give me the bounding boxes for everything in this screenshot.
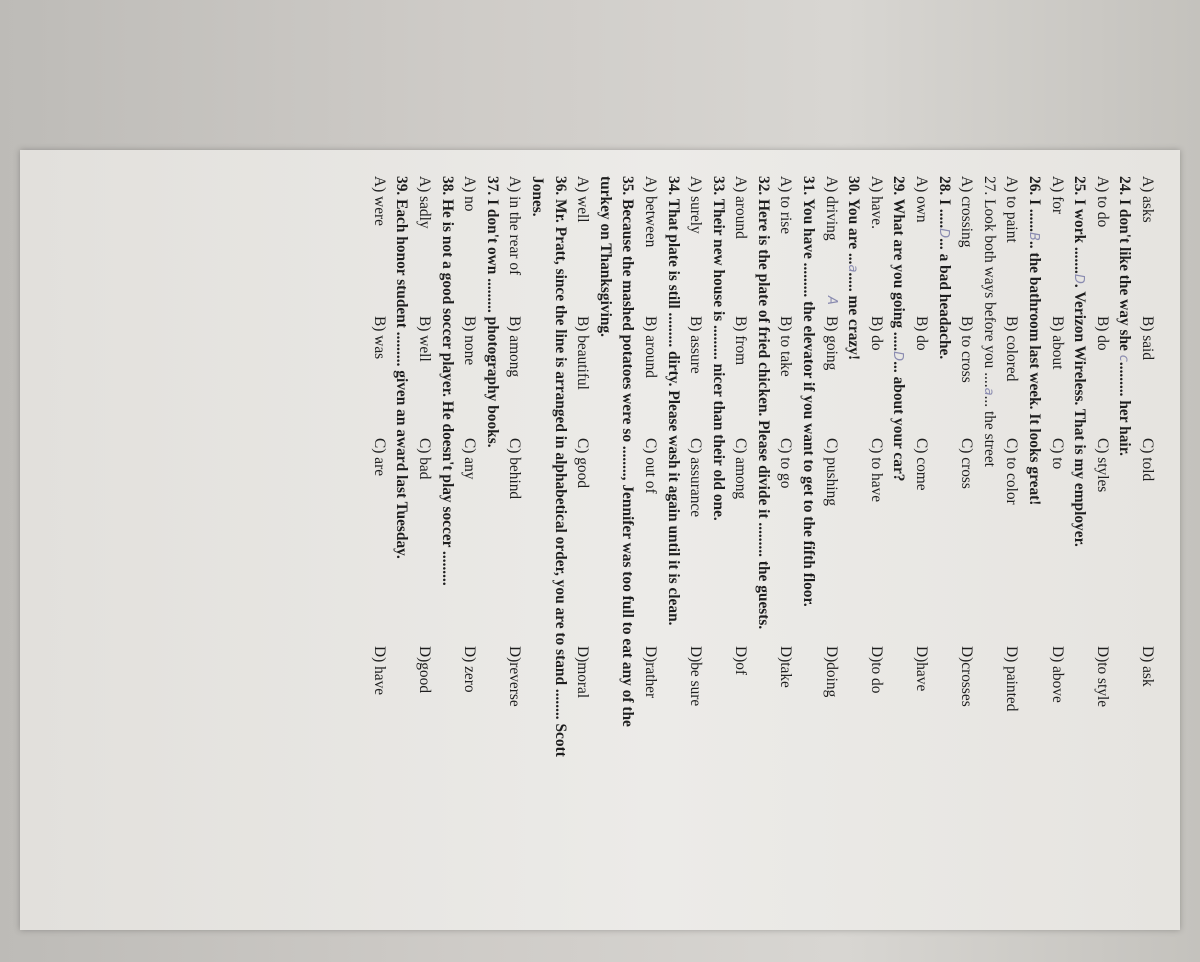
answer-options-row xyxy=(1000,176,1023,916)
answer-option: D)have xyxy=(913,646,931,692)
worksheet-page xyxy=(20,150,1180,930)
answer-option: C) assurance xyxy=(687,438,705,518)
answer-option: C) to xyxy=(1048,438,1066,470)
answer-option: A) own xyxy=(913,176,931,223)
question-line xyxy=(435,176,458,916)
question-text: turkey on Thanksgiving. xyxy=(596,176,614,337)
answer-options-row xyxy=(458,176,481,916)
question-text: 24. I don't like the way she xyxy=(1116,176,1134,355)
question-text-continued: ... about your car? xyxy=(890,361,908,482)
answer-option: B) assure xyxy=(687,316,705,374)
question-line xyxy=(1068,176,1091,916)
answer-option: A) no xyxy=(461,176,479,212)
answer-option: C) among xyxy=(732,438,750,500)
answer-option: D)be sure xyxy=(687,646,705,707)
answer-option: D)to style xyxy=(1093,646,1111,708)
answer-option: D)reverse xyxy=(506,646,524,707)
question-text-continued: ... a bad headache. xyxy=(935,238,953,360)
answer-option: B) colored xyxy=(1003,316,1021,382)
answer-option: B) to take xyxy=(777,316,795,377)
answer-option: B) was xyxy=(370,316,388,360)
answer-option: D) above xyxy=(1048,646,1066,703)
answer-option: B) do xyxy=(1093,316,1111,351)
question-line xyxy=(616,176,639,916)
question-text-continued: . Verizon Wireless. That is my employer. xyxy=(1071,283,1089,547)
answer-option: A) have. xyxy=(867,176,885,229)
answer-option: A) to rise xyxy=(777,176,795,235)
question-text: 36. Mr. Pratt, since the line is arranged in alphabetical order, you are to stand ........ Scott xyxy=(551,176,569,757)
question-line xyxy=(842,176,865,916)
question-text-continued: ... the street xyxy=(980,395,998,467)
question-text: 30. You are ... xyxy=(845,176,863,265)
question-text-continued: ..... me crazy! xyxy=(845,272,863,361)
answer-options-row xyxy=(503,176,526,916)
question-text: 32. Here is the plate of fried chicken. Please divide it ......... the guests. xyxy=(754,176,772,630)
answer-option: B) beautiful xyxy=(574,316,592,390)
handwritten-answer-mark: a xyxy=(845,264,861,273)
answer-options-row xyxy=(955,176,978,916)
answer-option: C) out of xyxy=(641,438,659,494)
handwritten-answer-mark: D xyxy=(935,228,951,239)
question-text-continued: .. the bathroom last week. It looks great! xyxy=(1026,240,1044,506)
answer-option: B) do xyxy=(867,316,885,351)
answer-options-row xyxy=(1045,176,1068,916)
answer-option: A) were xyxy=(370,176,388,226)
answer-option: D)take xyxy=(777,646,795,688)
answer-options-row xyxy=(638,176,661,916)
answer-option: A) driving xyxy=(822,176,840,241)
question-text: 37. I don't own ......... photography books. xyxy=(483,176,501,448)
answer-option: D)to do xyxy=(867,646,885,694)
question-text: 34. That plate is still ......... dirty. Please wash it again until it is clean. xyxy=(664,176,682,626)
answer-option: C) good xyxy=(574,438,592,489)
question-text: 28. I ..... xyxy=(935,176,953,229)
answer-options-row xyxy=(684,176,707,916)
answer-option: A) crossing xyxy=(958,176,976,248)
question-line xyxy=(751,176,774,916)
answer-option: A) in the rear of xyxy=(506,176,524,276)
answer-option: D)crosses xyxy=(958,646,976,707)
question-line xyxy=(932,176,955,916)
question-line xyxy=(390,176,413,916)
answer-option: B) among xyxy=(506,316,524,378)
handwritten-answer-mark: D xyxy=(1071,273,1087,284)
answer-option: C) to have xyxy=(867,438,885,503)
answer-option: C) bad xyxy=(416,438,433,480)
question-text: 33. Their new house is ......... nicer than their old one. xyxy=(709,176,727,521)
answer-option: D)rather xyxy=(641,646,659,699)
answer-option: B) to cross xyxy=(958,316,976,383)
answer-options-row xyxy=(1135,176,1158,916)
answer-option: C) to color xyxy=(1003,438,1021,505)
question-text: 26. I ...... xyxy=(1026,176,1044,233)
question-text: Jones. xyxy=(528,176,546,217)
question-line xyxy=(797,176,820,916)
handwritten-answer-mark: D xyxy=(890,351,906,362)
question-text-continued: ......... her hair. xyxy=(1116,361,1134,456)
handwritten-answer-mark: a xyxy=(980,387,996,396)
answer-option: B) none xyxy=(461,316,479,366)
question-line xyxy=(1113,176,1136,916)
answer-option: D) painted xyxy=(1003,646,1021,712)
answer-option: C) cross xyxy=(958,438,976,489)
answer-options-row xyxy=(729,176,752,916)
answer-option: B) said xyxy=(1139,316,1156,361)
answer-option: C) styles xyxy=(1093,438,1111,493)
answer-option: D)of xyxy=(732,646,750,676)
question-line xyxy=(887,176,910,916)
answer-option: B) about xyxy=(1048,316,1066,370)
answer-option: A) to do xyxy=(1093,176,1111,228)
question-line xyxy=(525,176,548,916)
answer-option: C) pushing xyxy=(822,438,840,506)
answer-options-row xyxy=(819,176,842,916)
answer-options-row xyxy=(571,176,594,916)
answer-options-row xyxy=(1090,176,1113,916)
question-line xyxy=(593,176,616,916)
handwritten-answer-mark: A xyxy=(823,296,839,305)
worksheet-content xyxy=(367,176,1158,916)
answer-options-row xyxy=(774,176,797,916)
answer-option: D)good xyxy=(416,646,433,694)
answer-option: A) between xyxy=(641,176,659,248)
answer-option: C) behind xyxy=(506,438,524,500)
answer-option: A) asks xyxy=(1139,176,1156,223)
answer-option: A) to paint xyxy=(1003,176,1021,243)
answer-option: D) zero xyxy=(461,646,479,693)
question-line xyxy=(661,176,684,916)
question-text: 25. I work ....... xyxy=(1071,176,1089,274)
answer-options-row xyxy=(412,176,435,916)
answer-options-row xyxy=(367,176,390,916)
answer-option: A) sadly xyxy=(416,176,433,229)
answer-options-row xyxy=(864,176,887,916)
answer-option: B) do xyxy=(913,316,931,351)
answer-option: B) around xyxy=(641,316,659,378)
answer-option: A) around xyxy=(732,176,750,239)
question-line xyxy=(480,176,503,916)
question-line xyxy=(1022,176,1045,916)
answer-option: C) come xyxy=(913,438,931,491)
answer-option: A) well xyxy=(574,176,592,223)
question-text: 38. He is not a good soccer player. He doesn't play soccer ......... xyxy=(438,176,456,586)
answer-option: C) to go xyxy=(777,438,795,489)
question-text: 31. You have ......... the elevator if you want to get to the fifth floor. xyxy=(800,176,818,607)
question-line xyxy=(548,176,571,916)
answer-option: C) any xyxy=(461,438,479,480)
page-edge-marks xyxy=(1185,170,1199,200)
question-text: 39. Each honor student ......... given an award last Tuesday. xyxy=(393,176,411,559)
answer-option: B) going xyxy=(822,316,840,371)
answer-option: C) told xyxy=(1139,438,1156,482)
answer-option: A) for xyxy=(1048,176,1066,215)
answer-option: D)moral xyxy=(574,646,592,699)
question-text: 35. Because the mashed potatoes were so ........, Jennifer was too full to eat any of the xyxy=(619,176,637,727)
answer-option: D) have xyxy=(370,646,388,696)
question-line xyxy=(977,176,1000,916)
handwritten-answer-mark: B xyxy=(1026,232,1042,241)
handwritten-answer-mark: c xyxy=(1116,354,1132,362)
answer-option: A) surely xyxy=(687,176,705,234)
answer-option: D)doing xyxy=(822,646,840,698)
answer-option: C) are xyxy=(370,438,388,477)
answer-option: D) ask xyxy=(1139,646,1156,687)
question-text: 27. Look both ways before you .... xyxy=(980,176,998,388)
question-line xyxy=(706,176,729,916)
question-text: 29. What are you going ..... xyxy=(890,176,908,352)
answer-option: B) well xyxy=(416,316,433,362)
answer-option: B) from xyxy=(732,316,750,366)
answer-options-row xyxy=(909,176,932,916)
